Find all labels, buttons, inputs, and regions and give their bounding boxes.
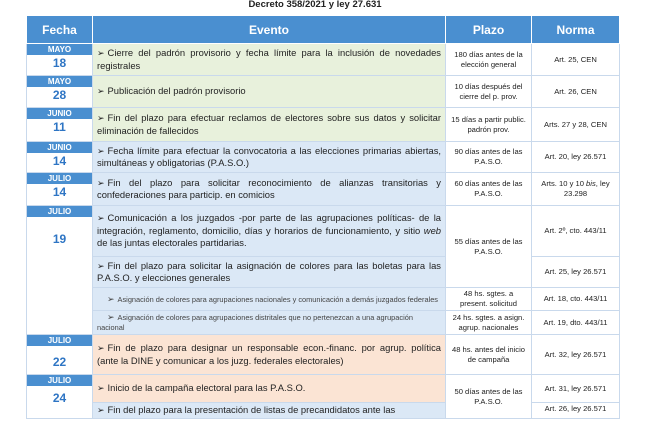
- day-number: 22: [52, 355, 67, 369]
- date-cell: [27, 173, 93, 206]
- document-title: Decreto 358/2021 y ley 27.631: [248, 0, 382, 10]
- plazo-cell: 24 hs. sgtes. a asign. agrup. nacionales: [446, 311, 532, 335]
- event-cell: [93, 108, 446, 142]
- arrow-bullet-icon: ➢: [107, 312, 115, 322]
- table-header-row: [27, 16, 620, 44]
- month-label: JUNIO: [27, 142, 92, 153]
- event-text: Cierre del padrón provisorio y fecha límite para la inclusión de novedades registrales: [97, 47, 441, 71]
- date-cell: [27, 206, 93, 335]
- event-text: Fin del plazo para efectuar reclamos de electores sobre sus datos y solicitar eliminación de fallecidos: [97, 112, 441, 136]
- arrow-bullet-icon: ➢: [97, 177, 105, 188]
- norma-cell: Art. 31, ley 26.571: [532, 375, 620, 403]
- norma-cell: Art. 18, cto. 443/11: [532, 288, 620, 311]
- plazo-cell: 50 días antes de las P.A.S.O.: [446, 375, 532, 419]
- norma-cell: Art. 20, ley 26.571: [532, 142, 620, 173]
- arrow-bullet-icon: ➢: [107, 293, 115, 304]
- date-cell: [27, 76, 93, 108]
- month-label: JULIO: [27, 206, 92, 217]
- header-plazo: Plazo: [446, 16, 532, 44]
- norma-cell: Arts. 10 y 10 bis, ley 23.298: [532, 173, 620, 206]
- date-cell: [27, 108, 93, 142]
- date-cell: [27, 44, 93, 76]
- event-cell: [93, 335, 446, 375]
- event-text: Publicación del padrón provisorio: [107, 85, 246, 97]
- norma-cell: Art. 26, ley 26.571: [532, 403, 620, 419]
- month-label: JULIO: [27, 173, 92, 184]
- day-number: 14: [52, 185, 67, 199]
- event-text: Fin del plazo para solicitar reconocimiento de alianzas transitorias y confederaciones para particip. en comicios: [97, 176, 441, 200]
- arrow-bullet-icon: ➢: [97, 113, 105, 124]
- event-cell: [93, 173, 446, 206]
- event-text: Fecha límite para efectuar la convocatoria a las elecciones primarias abiertas, simultáneas y obligatorias (P.A.S.O.): [97, 144, 441, 168]
- norma-cell: Arts. 27 y 28, CEN: [532, 108, 620, 142]
- event-cell: [93, 44, 446, 76]
- plazo-cell: 180 días antes de la elección general: [446, 44, 532, 76]
- plazo-cell: 90 días antes de las P.A.S.O.: [446, 142, 532, 173]
- event-cell: [93, 403, 446, 419]
- table-row: [27, 335, 620, 375]
- table-row: [27, 44, 620, 76]
- date-cell: [27, 335, 93, 375]
- norma-cell: Art. 25, ley 26.571: [532, 257, 620, 288]
- event-cell: [93, 76, 446, 108]
- plazo-cell: 55 días antes de las P.A.S.O.: [446, 206, 532, 288]
- day-number: 18: [52, 56, 67, 70]
- header-fecha: Fecha: [27, 16, 93, 44]
- event-text: Inicio de la campaña electoral para las P.A.S.O.: [107, 382, 306, 394]
- electoral-calendar-table: [26, 15, 620, 419]
- sub-event-cell: [93, 311, 446, 335]
- table-row: [27, 311, 620, 335]
- table-row: [27, 173, 620, 206]
- plazo-cell: 48 hs. antes del inicio de campaña: [446, 335, 532, 375]
- arrow-bullet-icon: ➢: [97, 145, 105, 156]
- table-row: [27, 206, 620, 257]
- month-label: MAYO: [27, 76, 92, 87]
- sub-event-cell: [93, 288, 446, 311]
- norma-cell: Art. 19, dto. 443/11: [532, 311, 620, 335]
- norma-cell: Art. 26, CEN: [532, 76, 620, 108]
- plazo-cell: 10 días después del cierre del p. prov.: [446, 76, 532, 108]
- event-text: Fin del plazo para la presentación de listas de precandidatos ante las: [107, 404, 396, 415]
- event-cell: [93, 375, 446, 403]
- month-label: JUNIO: [27, 108, 92, 119]
- header-evento: Evento: [93, 16, 446, 44]
- day-number: 19: [52, 232, 67, 246]
- table-row: [27, 142, 620, 173]
- norma-cell: Art. 25, CEN: [532, 44, 620, 76]
- table-row: [27, 403, 620, 419]
- norma-cell: Art. 32, ley 26.571: [532, 335, 620, 375]
- day-number: 28: [52, 88, 67, 102]
- date-cell: [27, 375, 93, 419]
- arrow-bullet-icon: ➢: [97, 86, 105, 97]
- event-text: Fin de plazo para designar un responsable econ.-financ. por agrup. política (ante la DINE y comunicar a los juzg. federales electorales): [97, 342, 441, 366]
- arrow-bullet-icon: ➢: [97, 383, 105, 394]
- plazo-cell: 60 días antes de las P.A.S.O.: [446, 173, 532, 206]
- day-number: 11: [53, 120, 66, 134]
- date-cell: [27, 142, 93, 173]
- norma-cell: Art. 2º, cto. 443/11: [532, 206, 620, 257]
- table-row: [27, 375, 620, 403]
- day-number: 24: [52, 391, 67, 405]
- sub-event-text: Asignación de colores para agrupaciones nacionales y comunicación a demás juzgados federales: [117, 294, 439, 304]
- month-label: MAYO: [27, 44, 92, 55]
- table-row: [27, 108, 620, 142]
- month-label: JULIO: [27, 335, 92, 346]
- event-cell: ➢ Comunicación a los juzgados -por parte de las agrupaciones políticas- de la integración, reglamento, domicilio, días y horarios de funcionamiento, y sitio web de las juntas electorales partidarias.: [93, 206, 446, 257]
- event-cell: [93, 142, 446, 173]
- sub-event-text: Asignación de colores para agrupaciones distritales que no pertenezcan a una agrupación nacional: [97, 313, 413, 332]
- day-number: 14: [52, 154, 67, 168]
- plazo-cell: 15 días a partir public. padrón prov.: [446, 108, 532, 142]
- plazo-cell: 48 hs. sgtes. a present. solicitud: [446, 288, 532, 311]
- table-row: [27, 288, 620, 311]
- event-text: Fin del plazo para solicitar la asignación de colores para las boletas para las P.A.S.O. y elecciones generales: [97, 259, 441, 283]
- arrow-bullet-icon: ➢: [97, 48, 105, 59]
- arrow-bullet-icon: ➢: [97, 343, 105, 354]
- table-row: [27, 257, 620, 288]
- arrow-bullet-icon: ➢: [97, 213, 105, 224]
- arrow-bullet-icon: ➢: [97, 405, 105, 415]
- event-cell: [93, 257, 446, 288]
- table-row: [27, 76, 620, 108]
- month-label: JULIO: [27, 375, 92, 386]
- arrow-bullet-icon: ➢: [97, 260, 105, 271]
- header-norma: Norma: [532, 16, 620, 44]
